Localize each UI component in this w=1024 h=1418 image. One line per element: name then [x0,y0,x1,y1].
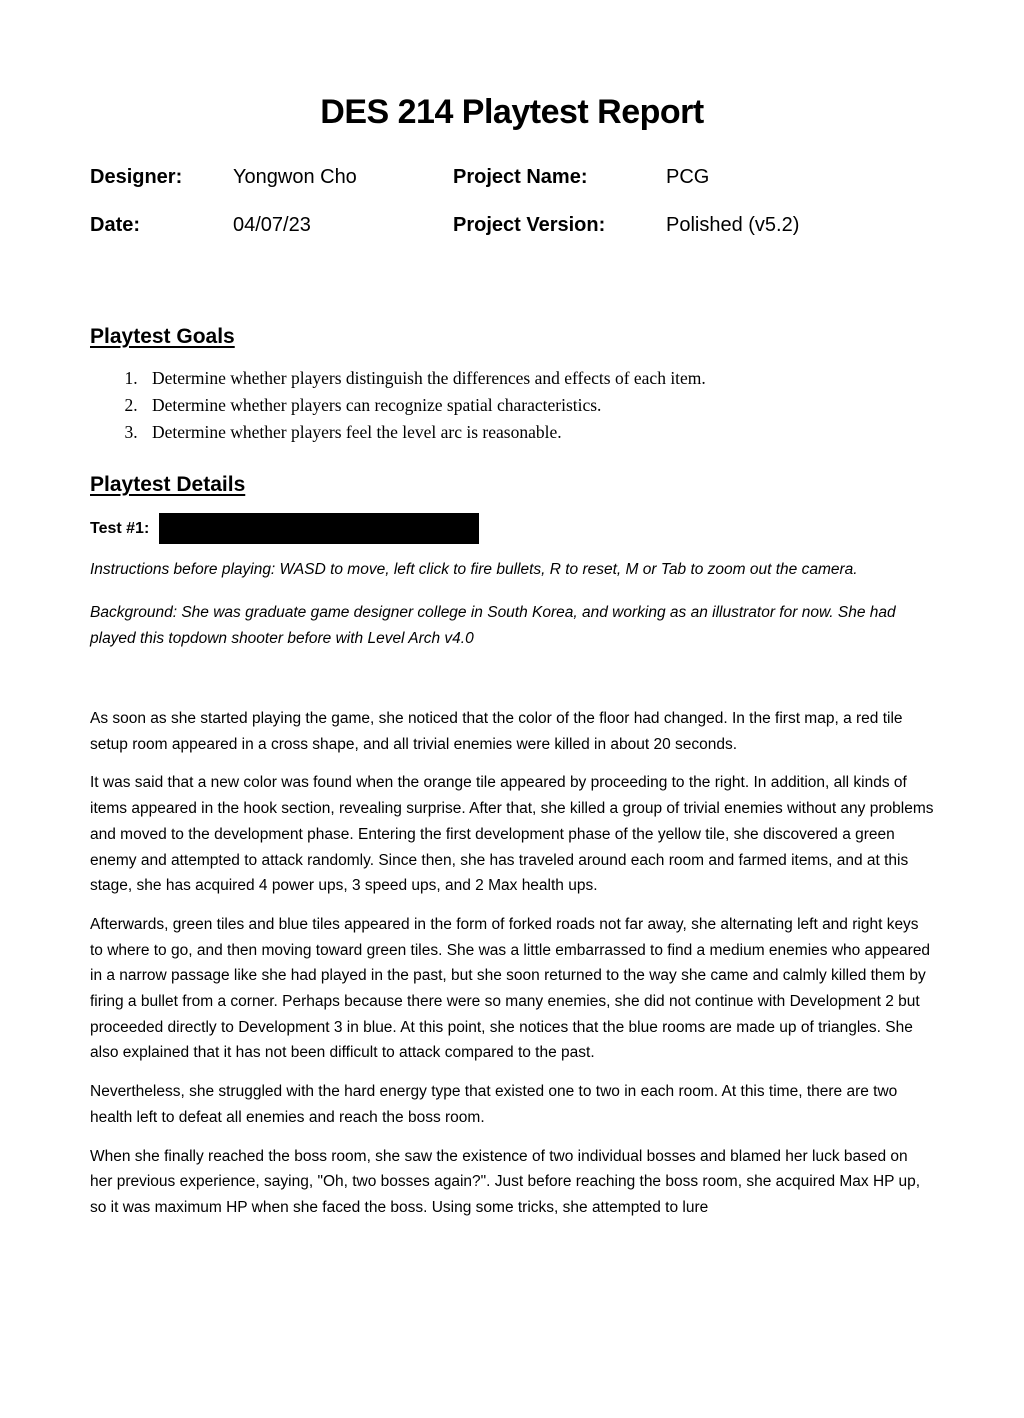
background-paragraph: Background: She was graduate game designer college in South Korea, and working as an illustrator for now. She had played this topdown shooter before with Level Arch v4.0 [90,604,896,647]
document-title: DES 214 Playtest Report [320,93,704,131]
project-version-value: Polished (v5.2) [666,214,800,236]
goal-item-2: 2. Determine whether players can recognize spatial characteristics. [142,392,934,419]
meta-table [90,162,934,241]
test-label: Test #1: [90,519,150,537]
designer-label: Designer: [90,166,183,188]
redacted-test-name-box [159,513,479,544]
goals-list [90,365,934,446]
project-name-value: PCG [666,166,710,188]
body-paragraph-1: As soon as she started playing the game, she noticed that the color of the floor had changed. In the first map, a red tile setup room appeared in a cross shape, and all trivial enemies were killed in about 20 seconds. [90,710,903,753]
date-label: Date: [90,214,141,236]
designer-value: Yongwon Cho [233,166,357,188]
report-body [90,706,934,1221]
document-page [0,93,1024,1418]
date-value: 04/07/23 [233,214,311,236]
body-paragraph-2: It was said that a new color was found when the orange tile appeared by proceeding to the right. In addition, all kinds of items appeared in the hook section, revealing surprise. After that, she killed a group of trivial enemies without any problems and moved to the development phase. Entering the first development phase of the yellow tile, she discovered a green enemy and attempted to attack randomly. Since then, she has traveled around each room and farmed items, and at this stage, she has acquired 4 power ups, 3 speed ups, and 2 Max health ups. [90,774,934,895]
body-paragraph-3: Afterwards, green tiles and blue tiles appeared in the form of forked roads not far away, she alternating left and right keys to where to go, and then moving toward green tiles. She was a little embarrassed to find a medium enemies who appeared in a narrow passage like she had played in the past, but she soon returned to the way she came and calmly killed them by firing a bullet from a corner. Perhaps because there were so many enemies, she did not continue with Development 2 but proceeded directly to Development 3 in blue. At this point, she notices that the blue rooms are made up of triangles. She also explained that it has not been difficult to attack compared to the past. [90,915,931,1062]
details-heading: Playtest Details [90,473,246,496]
goal-item-3: 3. Determine whether players feel the level arc is reasonable. [142,419,934,446]
goal-item-1: 1. Determine whether players distinguish the differences and effects of each item. [142,365,934,392]
test-row [90,513,934,544]
project-name-label: Project Name: [453,166,588,188]
body-paragraph-4: Nevertheless, she struggled with the hard energy type that existed one to two in each room. At this time, there are two health left to defeat all enemies and reach the boss room. [90,1083,898,1126]
instructions-paragraph: Instructions before playing: WASD to move, left click to fire bullets, R to reset, M or Tab to zoom out the camera. [90,561,858,578]
goals-heading: Playtest Goals [90,325,235,348]
project-version-label: Project Version: [453,214,606,236]
body-paragraph-5: When she finally reached the boss room, she saw the existence of two individual bosses and blamed her luck based on her previous experience, saying, "Oh, two bosses again?". Just before reaching the boss room, she acquired Max HP up, so it was maximum HP when she faced the boss. Using some tricks, she attempted to lure [90,1147,921,1216]
